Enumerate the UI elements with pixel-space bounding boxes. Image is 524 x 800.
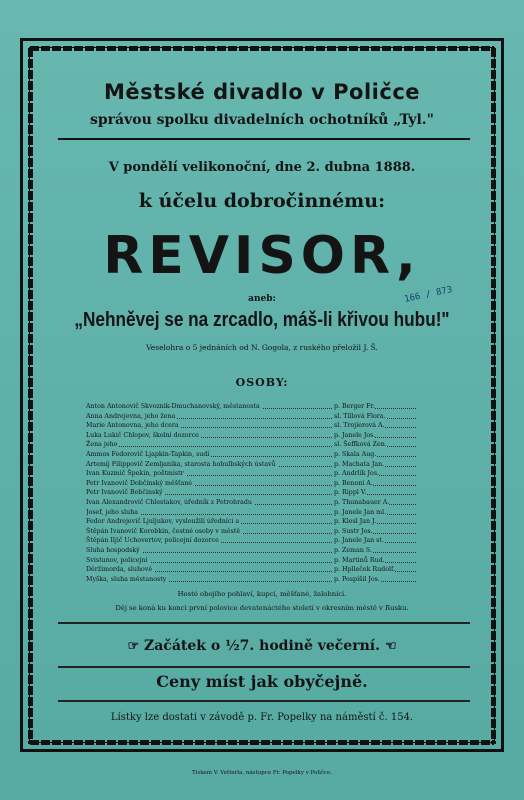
cast-row <box>86 536 416 546</box>
management-line: správou spolku divadelních ochotníků „Tyl." <box>90 112 434 128</box>
cast-row <box>86 488 416 498</box>
cast-row <box>86 412 416 422</box>
cast-actor: p. Machata Jan. <box>334 460 385 468</box>
cast-actor: p. Pospíšil Jos. <box>334 575 380 583</box>
cast-role: Ammos Fedorovič Ljapkin-Tapkin, sudí <box>86 450 210 458</box>
cast-row <box>86 498 416 508</box>
aneb-label: aneb: <box>248 294 276 304</box>
cast-actor: p. Klesl Jan J. <box>334 518 377 526</box>
cast-role: Petr Ivanovič Dobčinský měšťané <box>86 479 193 487</box>
cast-row <box>86 460 416 470</box>
date-line: V pondělí velikonoční, dne 2. dubna 1888. <box>108 160 416 175</box>
cast-role: Sluha hospodský <box>86 546 140 554</box>
cast-role: Artemij Filippovič Zemljanika, starosta hobulbských ústavů <box>86 460 276 468</box>
printer-line: Tiskem V. Vetterla, nástupce Fr. Popelky v Poličce. <box>191 770 333 776</box>
chain-border-bottom <box>30 740 494 745</box>
cast-role: Josef, jeho sluha <box>86 508 139 516</box>
setting-line: Děj se koná ku konci první polovice devatenáctého století v okresním městě v Rusku. <box>115 604 409 612</box>
cast-actor: sl. Trojíerová A. <box>334 422 385 430</box>
cast-role: Luka Lukič Chlopov, školní dozorce <box>86 431 199 439</box>
cast-row <box>86 479 416 489</box>
divider-top <box>58 138 470 140</box>
cast-role: Děržimorda, sluhové <box>86 566 153 574</box>
divider-start <box>58 622 470 624</box>
cast-row <box>86 450 416 460</box>
cast-actor: p. Janele Jan st. <box>334 537 384 545</box>
cast-role: Myška, sluha městanosty <box>86 575 167 583</box>
extras-line: Hosté obojího pohlaví, kupci, měšťané, žalobníci. <box>177 590 347 598</box>
cast-row <box>86 431 416 441</box>
cast-actor: p. Zeman S. <box>334 546 373 554</box>
cast-list <box>86 402 416 584</box>
cast-row <box>86 469 416 479</box>
theatre-name: Městské divadlo v Poličce <box>103 80 421 104</box>
cast-actor: p. Andrlík Jos. <box>334 470 380 478</box>
cast-row <box>86 440 416 450</box>
cast-row <box>86 421 416 431</box>
start-time: Začátek o ½7. hodině večerní. <box>144 638 380 654</box>
cast-actor: sl. Tillová Flora. <box>334 412 386 420</box>
cast-heading: OSOBY: <box>235 376 289 389</box>
cast-actor: p. Thunabauer A. <box>334 498 390 506</box>
cast-role: Anna Andrejevna, jeho žena <box>86 412 176 420</box>
cast-actor: p. Skala Aug. <box>334 450 377 458</box>
cast-role: Petr Ivanovič Bobčinský <box>86 489 163 497</box>
cast-row <box>86 517 416 527</box>
cast-role: Štěpán Iljič Uchovertov, policejní dozorce <box>86 537 219 545</box>
cast-actor: p. Berger Fr. <box>334 403 375 410</box>
cast-role: Fedor Andrejevič Ljuljukov, vysloužilí úředníci a <box>86 518 240 526</box>
tickets-line: Lístky lze dostati v závodě p. Fr. Popelky na náměstí č. 154. <box>110 712 414 723</box>
play-subtitle: „Nehněvej se na zrcadlo, máš-li křivou hubu!" <box>74 309 450 331</box>
cast-role: Marie Antonovna, jeho dcera <box>86 422 179 430</box>
cast-role: Svistunov, policejní <box>86 556 148 564</box>
chain-border-top <box>30 46 494 51</box>
cast-actor: p. Martinů Rud. <box>334 556 385 564</box>
cast-role: Anton Antonovič Skvoznik-Dmuchanovský, městanosta <box>86 403 260 410</box>
play-description: Veselohra o 5 jednáních od N. Gogola, z ruského přeložil J. Š. <box>146 343 378 352</box>
handwritten-note: 166 / 873 <box>403 285 454 305</box>
cast-row <box>86 556 416 566</box>
divider-prices <box>58 666 470 668</box>
cast-actor: sl. Šeffková Zen. <box>334 441 387 449</box>
cast-row <box>86 575 416 585</box>
cast-actor: p. Sustr Jos. <box>334 527 373 535</box>
cast-row <box>86 508 416 518</box>
cast-role: Žena jeho <box>86 441 118 449</box>
cast-role: Ivan Alexandrovič Chlestakov, úředník z Petrohradu <box>86 498 252 506</box>
cast-actor: p. Rippl V. <box>334 489 367 497</box>
pointing-hand-left-icon: ☜ <box>384 638 397 654</box>
cast-row <box>86 546 416 556</box>
divider-tickets <box>58 700 470 702</box>
purpose-line: k účelu dobročinnému: <box>138 190 386 212</box>
prices-line: Ceny míst jak obyčejně. <box>156 672 368 691</box>
pointing-hand-icon: ☞ <box>127 638 140 654</box>
cast-actor: p. Benoni A. <box>334 479 373 487</box>
cast-actor: p. Hplleček Rudolf. <box>334 566 396 574</box>
cast-role: Ivan Kuzmič Špekin, poštmistr <box>86 470 184 478</box>
cast-actor: p. Janele Jan ml. <box>334 508 387 516</box>
cast-row <box>86 402 416 412</box>
cast-row <box>86 565 416 575</box>
cast-row <box>86 527 416 537</box>
play-title: REVISOR, <box>103 226 421 286</box>
cast-role: Štěpán Ivanovič Korobkin, čestné osoby v městě <box>86 527 241 535</box>
start-time-line <box>0 638 524 654</box>
cast-actor: p. Janele Jos. <box>334 431 376 439</box>
